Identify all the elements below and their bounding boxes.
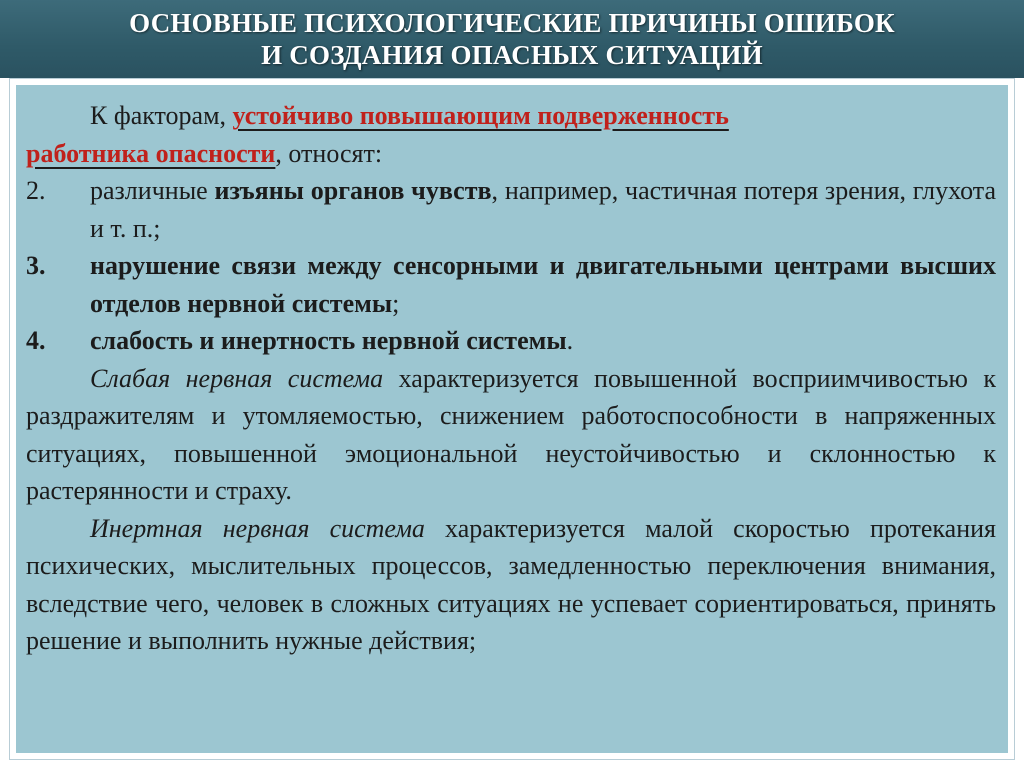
list-item-3-suffix: ; <box>392 288 400 318</box>
list-item-2-text-before: различные <box>90 176 215 205</box>
inert-system-text: характеризуется малой скоростью протекания психических, мыслительных процессов, замедленностью переключения внимания, вследствие чего, человек в сложных ситуациях не успевает сориентироваться, принять решение и выполнить нужные действия; <box>26 513 996 655</box>
inert-system-paragraph <box>26 510 996 660</box>
slide-title-line-2: И СОЗДАНИЯ ОПАСНЫХ СИТУАЦИЙ <box>261 40 763 70</box>
inert-system-term: Инертная нервная система <box>90 513 425 543</box>
list-item-2 <box>26 172 996 247</box>
intro-paragraph <box>26 97 996 172</box>
intro-prefix: К факторам, <box>90 101 233 130</box>
content-panel <box>16 85 1008 753</box>
list-item-3-text-wrap <box>90 247 996 322</box>
list-item-2-number: 2. <box>26 176 46 205</box>
list-item-2-bold: изъяны органов чувств <box>214 176 492 205</box>
content-panel-frame <box>9 78 1015 760</box>
list-item-4 <box>26 322 996 360</box>
weak-system-term: Слабая нервная система <box>90 363 384 393</box>
list-item-4-number: 4. <box>26 326 46 355</box>
list-item-4-suffix: . <box>566 326 574 355</box>
list-item-3-number: 3. <box>26 251 46 280</box>
list-item-4-text: слабость и инертность нервной системы <box>90 326 567 355</box>
intro-highlight-2: работника опасности <box>26 138 276 168</box>
list-item-2-text-after: , например, частичная потеря зрения, глухота и т. п.; <box>90 176 997 243</box>
slide-title <box>0 0 1024 78</box>
list-item-3-text: нарушение связи между сенсорными и двигательными центрами высших отделов нервной системы <box>90 251 996 318</box>
intro-highlight-1: устойчиво повышающим подверженность <box>232 101 729 130</box>
slide-title-line-1: ОСНОВНЫЕ ПСИХОЛОГИЧЕСКИЕ ПРИЧИНЫ ОШИБОК <box>129 8 895 38</box>
list-item-3 <box>26 247 996 322</box>
list-item-2-text-wrap <box>90 172 996 247</box>
weak-system-paragraph <box>26 360 996 510</box>
weak-system-text: характеризуется повышенной восприимчивостью к раздражителям и утомляемостью, снижением работоспособности в напряженных ситуациях, повышенной эмоциональной неустойчивостью и склонностью к растерянности и страху. <box>26 363 996 505</box>
list-item-4-text-wrap <box>90 322 996 360</box>
intro-suffix: , относят: <box>275 138 383 168</box>
